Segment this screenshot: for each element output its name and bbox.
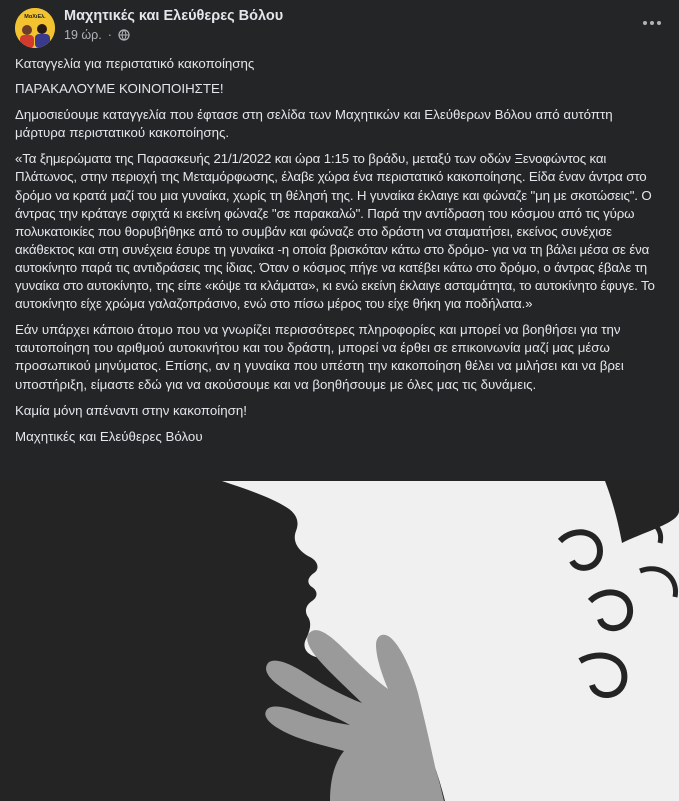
more-horizontal-icon xyxy=(642,20,662,26)
testimony-paragraph: «Τα ξημερώματα της Παρασκευής 21/1/2022 και ώρα 1:15 το βράδυ, μεταξύ των οδών Ξενοφώντος και Πλάτωνος, στην περιοχή της Μεταμόρφωσης, έλαβε χώρα ένα περιστατικό κακοποίησης. Είδα έναν άντρα στο δρόμο να κρατά μαζί του μια γυναίκα, χωρίς τη θέλησή της. Η γυναίκα έκλαιγε και φώναζε "μη με σκοτώσεις". Ο άντρας την κράταγε σφιχτά κι εκείνη φώναζε "σε παρακαλώ". Παρά την αντίδραση του κόσμου από τις γύρω πολυκατοικίες που θορυβήθηκε από το συμβάν και φώναζε στο δράστη να σταματήσει, εκείνος συνέχισε ακάθεκτος και στη συνέχεια έσυρε τη γυναίκα -η οποία βρισκόταν κάτω στο δρόμο- για να τη βάλει μέσα σε ένα αυτοκίνητο παρά τις αντιδράσεις της ίδιας. Όταν ο κόσμος πήγε να κατέβει κάτω στο δρόμο, ο άντρας έβαλε τη γυναίκα στο αυτοκίνητο, της είπε «κόψε τα κλάματα», κι ενώ εκείνη έκλαιγε ασταμάτητα, το αυτοκίνητο έφυγε. Το αυτοκίνητο είχε χρώμα γαλαζοπράσινο, ενώ στο πίσω μέρος του είχε θήκη για ποδήλατα.» xyxy=(15,151,655,312)
avatar-body-right xyxy=(35,34,50,48)
post-header xyxy=(0,0,679,52)
globe-icon[interactable] xyxy=(118,29,130,41)
more-options-button[interactable] xyxy=(639,10,665,36)
appeal-paragraph: Εάν υπάρχει κάποιο άτομο που να γνωρίζει περισσότερες πληροφορίες και μπορεί να βοηθήσει για την ταυτοποίηση του αριθμού αυτοκινήτου και του δράστη, μπορεί να έρθει σε επικοινωνία μαζί μας μέσω προσωπικού μηνύματος. Επίσης, αν η γυναίκα που υπέστη την κακοποίηση θέλει να μιλήσει και να βρει υποστήριξη, είμαστε εδώ για να ακούσουμε και να βοηθήσουμε με όλες μας τις δυνάμεις. xyxy=(15,322,624,392)
avatar-text: ΜαΧιΕλ. xyxy=(24,14,46,20)
avatar-body-left xyxy=(20,35,34,48)
slogan-paragraph: Καμία μόνη απέναντι στην κακοποίηση! xyxy=(15,402,247,418)
signature-paragraph: Μαχητικές και Ελεύθερες Βόλου xyxy=(15,428,203,444)
post-title: Καταγγελία για περιστατικό κακοποίησης xyxy=(15,56,255,71)
post-time[interactable]: 19 ώρ. xyxy=(64,28,102,42)
avatar-image xyxy=(15,8,55,48)
avatar-head-left xyxy=(22,25,32,35)
illustration xyxy=(0,481,679,801)
post-image[interactable] xyxy=(0,481,679,801)
share-request: ΠΑΡΑΚΑΛΟΥΜΕ ΚΟΙΝΟΠΟΙΗΣΤΕ! xyxy=(15,81,224,97)
post-meta: 19 ώρ. · xyxy=(64,28,130,42)
avatar-head-right xyxy=(37,24,47,34)
page-avatar[interactable] xyxy=(15,8,55,48)
page-name-link[interactable]: Μαχητικές και Ελεύθερες Βόλου xyxy=(64,8,284,24)
post-text xyxy=(15,55,665,454)
intro-paragraph: Δημοσιεύουμε καταγγελία που έφτασε στη σελίδα των Μαχητικών και Ελεύθερων Βόλου από αυτόπτη μάρτυρα περιστατικού κακοποίησης. xyxy=(15,107,613,141)
